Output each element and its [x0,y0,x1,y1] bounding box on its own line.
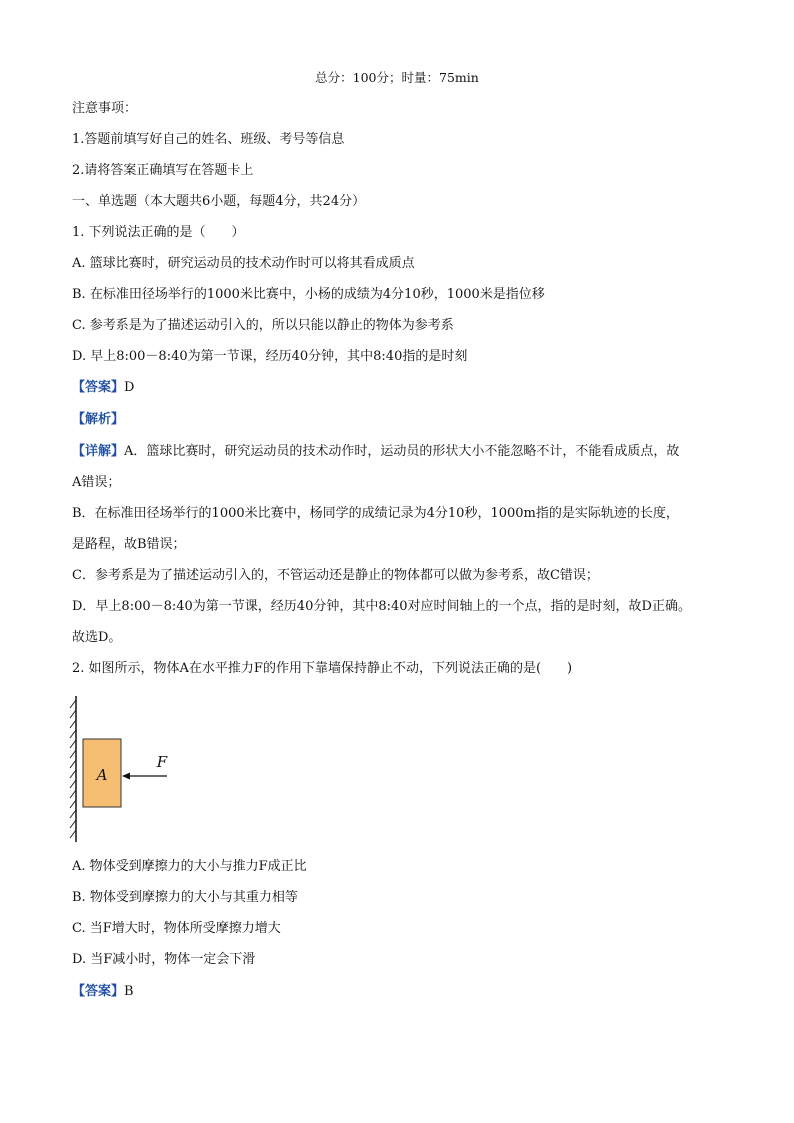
wall-block-force-figure [62,694,182,844]
q2-stem: 2. 如图所示，物体A在水平推力F的作用下靠墙保持静止不动，下列说法正确的是( ) [72,661,573,676]
q1-answer: D [124,380,135,395]
exam-header: 总分：100分；时量：75min [315,70,479,85]
q1-detail-line-2: A错误； [72,475,121,490]
block-label: A [96,766,108,784]
q2-answer-row [72,983,134,1001]
q1-option-a: A. 篮球比赛时，研究运动员的技术动作时可以将其看成质点 [72,256,415,271]
detail-tag: 【详解】 [72,444,125,459]
notice-title: 注意事项： [72,101,138,116]
q1-detail-line-6: D．早上8:00－8:40为第一节课，经历40分钟，其中8:40对应时间轴上的一个点，指的是时刻，故D正确。 [72,599,691,614]
q2-option-d: D. 当F减小时，物体一定会下滑 [72,952,256,967]
q1-answer-row [72,379,134,397]
q1-detail-line-4: 是路程，故B错误； [72,537,186,552]
q1-detail-line-5: C．参考系是为了描述运动引入的，不管运动还是静止的物体都可以做为参考系，故C错误； [72,568,599,583]
notice-item-1: 1.答题前填写好自己的姓名、班级、考号等信息 [72,132,345,147]
q1-detail-line-3: B．在标准田径场举行的1000米比赛中，杨同学的成绩记录为4分10秒，1000m指的是实际轨迹的长度， [72,506,679,521]
wall-hatching [70,696,76,842]
detail-text: A．篮球比赛时，研究运动员的技术动作时，运动员的形状大小不能忽略不计，不能看成质点，故 [124,444,680,459]
analysis-tag: 【解析】 [72,412,125,427]
force-label: F [156,753,168,771]
q1-analysis-tag [72,411,124,429]
q1-detail-line-1 [72,443,679,461]
q1-option-c: C. 参考系是为了描述运动引入的，所以只能以静止的物体为参考系 [72,318,454,333]
q1-option-b: B. 在标准田径场举行的1000米比赛中，小杨的成绩为4分10秒，1000米是指位移 [72,287,545,302]
section-title: 一、单选题（本大题共6小题，每题4分，共24分） [72,194,366,209]
q2-answer: B [124,984,134,999]
q1-stem: 1. 下列说法正确的是（ ） [72,225,245,240]
answer-tag: 【答案】 [72,380,125,395]
force-arrow-head [122,773,130,780]
answer-tag: 【答案】 [72,984,125,999]
q2-option-b: B. 物体受到摩擦力的大小与其重力相等 [72,890,298,905]
notice-item-2: 2.请将答案正确填写在答题卡上 [72,163,254,178]
q2-option-c: C. 当F增大时，物体所受摩擦力增大 [72,921,281,936]
q1-option-d: D. 早上8:00－8:40为第一节课，经历40分钟，其中8:40指的是时刻 [72,349,468,364]
q2-option-a: A. 物体受到摩擦力的大小与推力F成正比 [72,859,307,874]
q1-detail-line-7: 故选D。 [72,630,122,645]
